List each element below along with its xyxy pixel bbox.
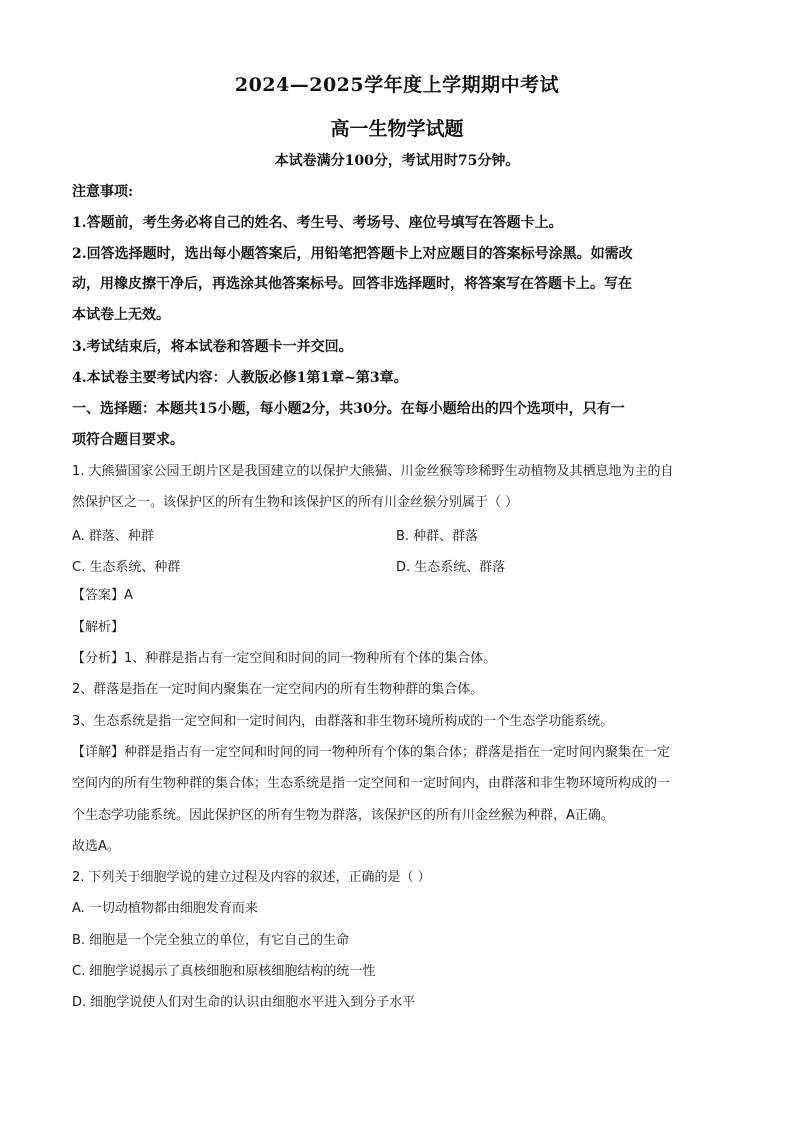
q1-xiangjie-line-1 — [72, 737, 724, 768]
answer-tag: 【答案】 — [72, 588, 125, 603]
notes-heading: 注意事项: — [72, 184, 134, 200]
note-4: 4.本试卷主要考试内容：人教版必修1第1章~第3章。 — [72, 370, 408, 386]
exam-title: 2024—2025学年度上学期期中考试 — [234, 74, 560, 96]
answer-value: A — [124, 588, 133, 603]
section-heading-line-1: 一、选择题：本题共15小题，每小题2分，共30分。在每小题给出的四个选项中，只有一 — [72, 401, 625, 417]
exam-subject: 高一生物学试题 — [330, 118, 464, 140]
q1-fenxi-line-2: 2、群落是指在一定时间内聚集在一定空间内的所有生物种群的集合体。 — [72, 682, 484, 697]
q2-stem: 2. 下列关于细胞学说的建立过程及内容的叙述，正确的是（ ） — [72, 870, 431, 885]
q1-xiangjie-line-2: 空间内的所有生物种群的集合体；生态系统是指一定空间和一定时间内，由群落和非生物环境所构成的一 — [72, 776, 671, 791]
note-2-line-3: 本试卷上无效。 — [72, 307, 170, 323]
q2-option-a: A. 一切动植物都由细胞发育而来 — [72, 901, 258, 916]
q1-fenxi-line-1 — [72, 643, 724, 674]
note-1: 1.答题前，考生务必将自己的姓名、考生号、考场号、座位号填写在答题卡上。 — [72, 215, 563, 231]
xiangjie-text-1: 种群是指占有一定空间和时间的同一物种所有个体的集合体；群落是指在一定时间内聚集在一定 — [124, 745, 671, 760]
q1-stem-line-2: 然保护区之一。该保护区的所有生物和该保护区的所有川金丝猴分别属于（ ） — [72, 495, 519, 510]
section-heading-line-2: 项符合题目要求。 — [72, 432, 184, 448]
q1-option-a: A. 群落、种群 — [72, 529, 154, 544]
fenxi-tag: 【分析】 — [72, 651, 125, 666]
q1-xiangjie-line-3: 个生态学功能系统。因此保护区的所有生物为群落，该保护区的所有川金丝猴为种群，A正确。 — [72, 808, 614, 823]
note-2-line-2: 动，用橡皮擦干净后，再选涂其他答案标号。回答非选择题时，将答案写在答题卡上。写在 — [72, 276, 632, 292]
q1-conclusion: 故选A。 — [72, 839, 120, 854]
q2-option-c: C. 细胞学说揭示了真核细胞和原核细胞结构的统一性 — [72, 964, 376, 979]
fenxi-text-1: 1、种群是指占有一定空间和时间的同一物种所有个体的集合体。 — [124, 651, 497, 666]
q1-answer — [72, 580, 724, 611]
q1-option-b: B. 种群、群落 — [396, 529, 479, 544]
note-3: 3.考试结束后，将本试卷和答题卡一并交回。 — [72, 339, 353, 355]
q1-option-d: D. 生态系统、群落 — [396, 560, 506, 575]
note-2-line-1: 2.回答选择题时，选出每小题答案后，用铅笔把答题卡上对应题目的答案标号涂黑。如需改 — [72, 246, 633, 262]
q1-analysis-tag: 【解析】 — [72, 620, 125, 635]
q1-stem-line-1: 1. 大熊猫国家公园王朗片区是我国建立的以保护大熊猫、川金丝猴等珍稀野生动植物及其栖息地为主的自 — [72, 464, 674, 479]
q1-fenxi-line-3: 3、生态系统是指一定空间和一定时间内，由群落和非生物环境所构成的一个生态学功能系统。 — [72, 714, 614, 729]
q2-option-d: D. 细胞学说使人们对生命的认识由细胞水平进入到分子水平 — [72, 995, 416, 1010]
q1-option-c: C. 生态系统、种群 — [72, 560, 181, 575]
xiangjie-tag: 【详解】 — [72, 745, 125, 760]
q2-option-b: B. 细胞是一个完全独立的单位，有它自己的生命 — [72, 933, 350, 948]
exam-info: 本试卷满分100分，考试用时75分钟。 — [274, 153, 520, 169]
